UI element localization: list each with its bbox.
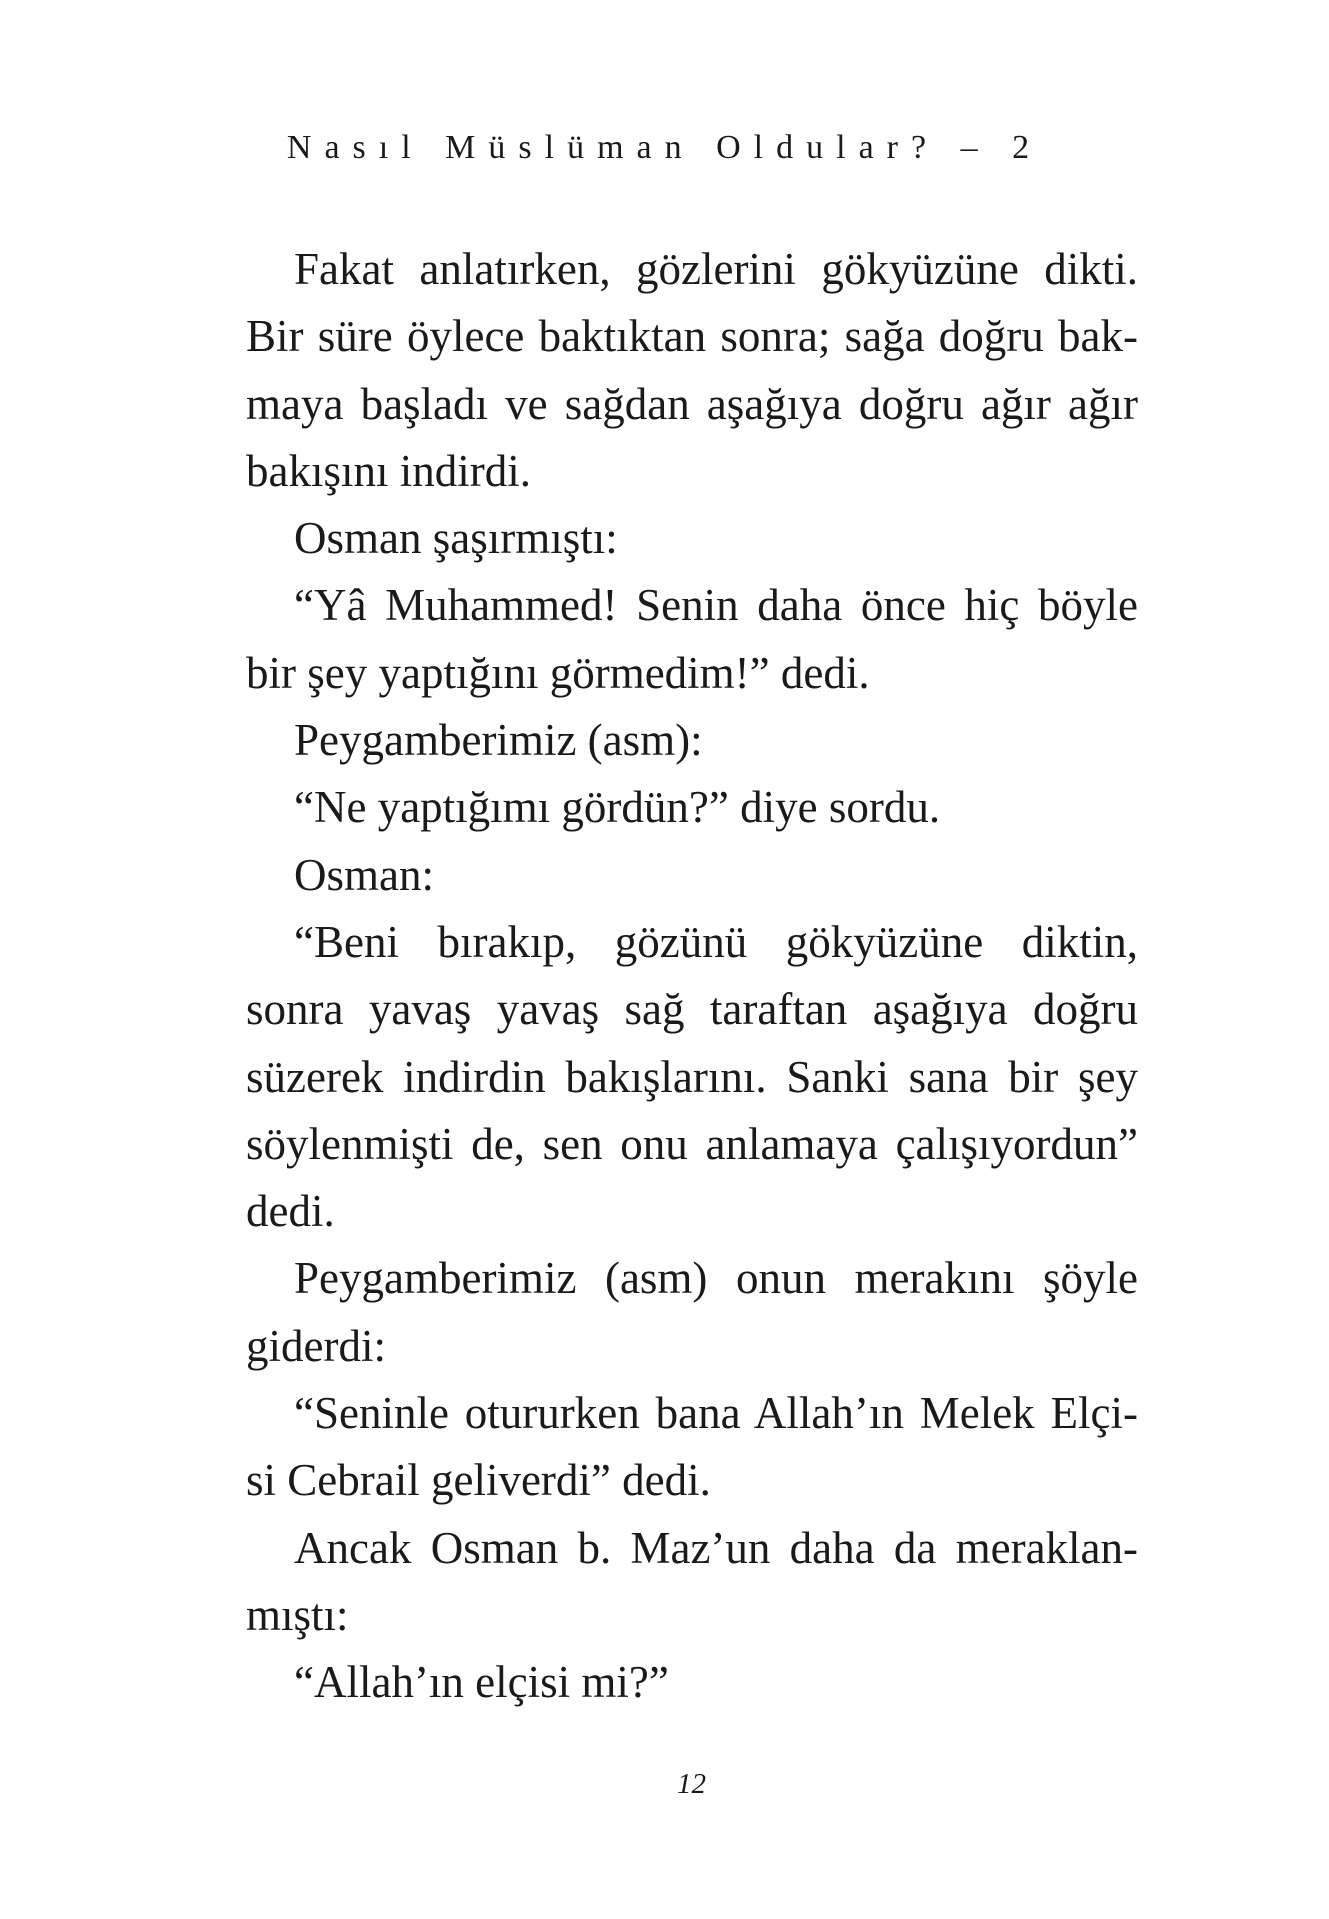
text-line: Ancak Osman b. Maz’un daha da meraklan- [294,1522,1138,1573]
page-number: 12 [677,1768,706,1800]
text-line: Osman: [294,849,434,900]
running-head: Nasıl Müslüman Oldular? – 2 [286,129,1043,166]
text-line: Bir süre öylece baktıktan sonra; sağa doğru bak- [246,311,1138,362]
text-line: “Allah’ın elçisi mi?” [294,1657,669,1708]
text-line: Peygamberimiz (asm): [294,715,703,766]
text-line: si Cebrail geliverdi” dedi. [246,1455,711,1506]
text-line: “Yâ Muhammed! Senin daha önce hiç böyle [294,580,1138,631]
text-line: Fakat anlatırken, gözlerini gökyüzüne dikti. [294,244,1138,294]
text-line: “Seninle otururken bana Allah’ın Melek Elçi- [294,1388,1138,1439]
text-line: süzerek indirdin bakışlarını. Sanki sana bir şey [246,1051,1138,1102]
text-line: “Beni bırakıp, gözünü gökyüzüne diktin, [294,916,1138,967]
text-line: bakışını indirdi. [246,445,531,496]
text-line: mıştı: [246,1589,349,1640]
text-line: maya başladı ve sağdan aşağıya doğru ağır ağır [246,378,1138,429]
text-line: Osman şaşırmıştı: [294,513,618,564]
text-line: Peygamberimiz (asm) onun merakını şöyle [294,1253,1138,1304]
body-text [246,236,1138,1717]
text-line: sonra yavaş yavaş sağ taraftan aşağıya doğru [246,984,1138,1035]
text-line: dedi. [246,1186,335,1237]
text-line: giderdi: [246,1320,386,1371]
text-line: bir şey yaptığını görmedim!” dedi. [246,647,870,698]
text-line: “Ne yaptığımı gördün?” diye sordu. [294,782,941,833]
text-line: söylenmişti de, sen onu anlamaya çalışıyordun” [246,1118,1138,1169]
